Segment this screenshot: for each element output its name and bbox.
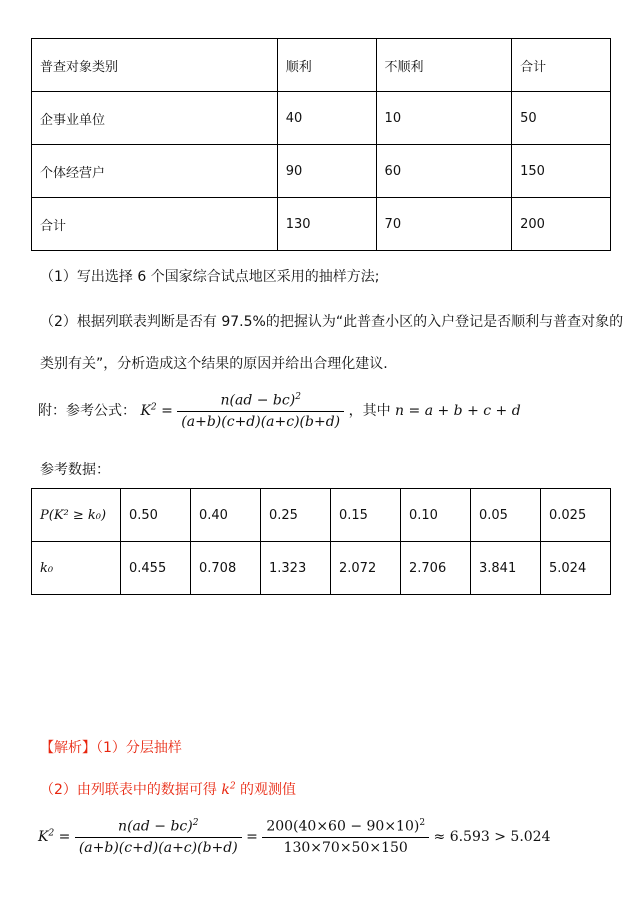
table-row-label: P(K² ≥ k₀)	[32, 489, 121, 542]
calc-result: ≈ 6.593 > 5.024	[433, 828, 551, 845]
solution-part-1: 【解析】（1）分层抽样	[40, 740, 182, 756]
calc-fraction-formula: $\frac{n(ad - bc)^2}{(a+b)(c+d)(a+c)(b+d)}$	[75, 818, 242, 856]
table-header-row	[32, 39, 611, 92]
table-cell: 10	[376, 92, 512, 145]
calc-fraction-values: $\frac{200(40\times 60 - 90\times 10)^2}{130\times 70\times 50\times 150}$	[262, 818, 429, 856]
table-cell: 50	[512, 92, 611, 145]
table-cell: 2.706	[401, 542, 471, 595]
table-cell: 1.323	[261, 542, 331, 595]
table-cell: 0.455	[121, 542, 191, 595]
table-cell: 130	[277, 198, 376, 251]
table-cell: 0.40	[191, 489, 261, 542]
table-cell: 0.025	[541, 489, 611, 542]
contingency-table	[31, 38, 611, 251]
formula-n-definition: n = a + b + c + d	[395, 402, 521, 419]
table-cell: 90	[277, 145, 376, 198]
solution-part-2: （2）由列联表中的数据可得 $k^2$ 的观测值	[40, 781, 297, 798]
formula-denominator: (a+b)(c+d)(a+c)(b+d)	[177, 411, 344, 430]
reference-data-label: 参考数据：	[40, 462, 110, 478]
solution-calculation: $K^2$ = $\frac{n(ad - bc)^2}{(a+b)(c+d)(a+c)(b+d)}$ = $\frac{200(40\times 60 - 90\times 10)^2}{130\times 70\times 50\times 150}$ ≈ 6.593 > 5.024	[38, 818, 551, 856]
question-2-line-2: 类别有关”，分析造成这个结果的原因并给出合理化建议.	[40, 356, 388, 372]
table-row	[32, 489, 611, 542]
critical-value-table	[31, 488, 611, 595]
table-cell: 0.10	[401, 489, 471, 542]
table-cell: 0.708	[191, 542, 261, 595]
table-cell: 0.15	[331, 489, 401, 542]
table-row-label: k₀	[32, 542, 121, 595]
table-row	[32, 145, 611, 198]
table-header-cell: 顺利	[277, 39, 376, 92]
table-cell: 2.072	[331, 542, 401, 595]
table-cell: 个体经营户	[32, 145, 278, 198]
table-cell: 200	[512, 198, 611, 251]
table-cell: 合计	[32, 198, 278, 251]
table-cell: 70	[376, 198, 512, 251]
formula-numerator: n(ad − bc)$^2$	[220, 392, 301, 409]
table-cell: 0.05	[471, 489, 541, 542]
table-cell: 150	[512, 145, 611, 198]
formula-fraction	[177, 392, 344, 430]
table-row	[32, 542, 611, 595]
question-2-line-1: （2）根据列联表判断是否有 97.5%的把握认为“此普查小区的入户登记是否顺利与普查对象的	[40, 314, 624, 330]
table-cell: 3.841	[471, 542, 541, 595]
table-header-cell: 不顺利	[376, 39, 512, 92]
formula-suffix: ，其中	[348, 402, 391, 419]
table-cell: 40	[277, 92, 376, 145]
question-1: （1）写出选择 6 个国家综合试点地区采用的抽样方法;	[40, 269, 380, 285]
table-row	[32, 198, 611, 251]
table-cell: 60	[376, 145, 512, 198]
table-cell: 5.024	[541, 542, 611, 595]
table-cell: 企事业单位	[32, 92, 278, 145]
table-row	[32, 92, 611, 145]
formula-lhs: $K^2$ =	[140, 402, 173, 419]
table-header-cell: 合计	[512, 39, 611, 92]
table-cell: 0.50	[121, 489, 191, 542]
table-header-cell: 普查对象类别	[32, 39, 278, 92]
formula-prefix: 附：参考公式：	[38, 402, 136, 419]
reference-formula	[38, 392, 521, 430]
table-cell: 0.25	[261, 489, 331, 542]
statistic-symbol: $k^2$	[221, 781, 236, 798]
